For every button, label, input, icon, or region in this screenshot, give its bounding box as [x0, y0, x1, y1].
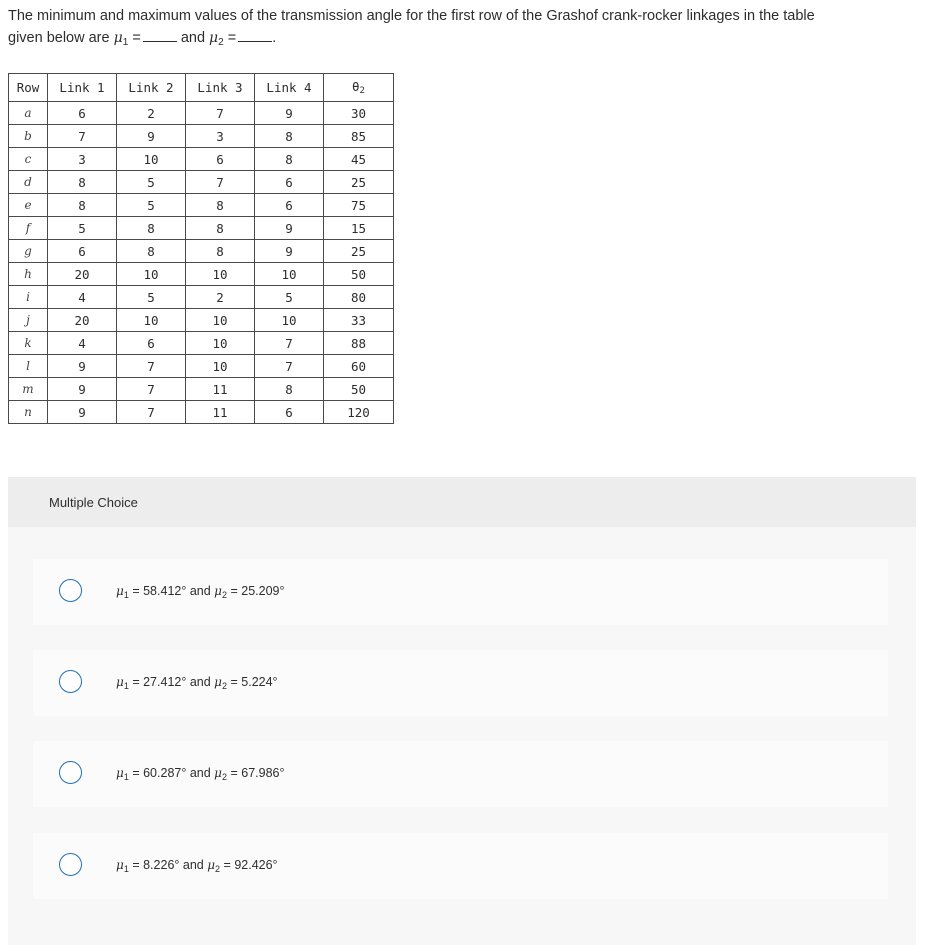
multiple-choice-panel	[8, 477, 916, 945]
row-label: a	[9, 102, 48, 125]
table-cell: 10	[186, 263, 255, 286]
table-cell: 8	[186, 240, 255, 263]
table-row	[9, 286, 394, 309]
row-label: k	[9, 332, 48, 355]
choice-option-text: $\mu_1 = 58.412^\circ$ and $\mu_2 = 25.209^\circ$	[116, 584, 285, 600]
table-row	[9, 125, 394, 148]
mu2-value: 67.986°	[241, 766, 285, 780]
table-cell: 10	[186, 355, 255, 378]
table-cell: 60	[324, 355, 394, 378]
table-cell: 10	[117, 309, 186, 332]
row-label: d	[9, 171, 48, 194]
end-period: .	[272, 30, 277, 46]
table-row	[9, 102, 394, 125]
table-cell: 9	[255, 217, 324, 240]
mu2-value: 25.209°	[241, 584, 285, 598]
table-row	[9, 240, 394, 263]
table-cell: 3	[186, 125, 255, 148]
table-row	[9, 148, 394, 171]
table-cell: 6	[255, 171, 324, 194]
table-cell: 9	[48, 401, 117, 424]
table-row	[9, 194, 394, 217]
row-label: j	[9, 309, 48, 332]
table-cell: 2	[186, 286, 255, 309]
table-cell: 10	[186, 309, 255, 332]
table-cell: 4	[48, 286, 117, 309]
radio-button[interactable]	[59, 579, 82, 602]
table-cell: 8	[186, 217, 255, 240]
table-cell: 10	[117, 263, 186, 286]
header-link-3: Link 3	[186, 74, 255, 102]
table-cell: 8	[117, 217, 186, 240]
radio-button[interactable]	[59, 853, 82, 876]
mu1-value: 27.412°	[143, 675, 187, 689]
table-cell: 7	[117, 355, 186, 378]
table-cell: 5	[117, 286, 186, 309]
table-cell: 15	[324, 217, 394, 240]
table-cell: 6	[117, 332, 186, 355]
mu2-value: 5.224°	[241, 675, 278, 689]
table-cell: 8	[255, 378, 324, 401]
question-line-2-start: given below are	[8, 30, 110, 46]
row-label: b	[9, 125, 48, 148]
table-cell: 2	[117, 102, 186, 125]
table-cell: 8	[117, 240, 186, 263]
mu1-value: 8.226°	[143, 858, 180, 872]
table-row	[9, 263, 394, 286]
mu1-value: 60.287°	[143, 766, 187, 780]
table-cell: 20	[48, 263, 117, 286]
table-row	[9, 401, 394, 424]
table-cell: 9	[255, 102, 324, 125]
table-row	[9, 332, 394, 355]
mu1-blank	[143, 29, 177, 42]
table-cell: 10	[117, 148, 186, 171]
table-cell: 50	[324, 263, 394, 286]
row-label: i	[9, 286, 48, 309]
mu1-value: 58.412°	[143, 584, 187, 598]
mu1-symbol: $\mu_1$	[113, 30, 129, 48]
table-cell: 8	[255, 148, 324, 171]
table-cell: 7	[117, 401, 186, 424]
table-cell: 10	[255, 263, 324, 286]
choice-option-text: $\mu_1 = 8.226^\circ$ and $\mu_2 = 92.426^\circ$	[116, 858, 278, 874]
choice-option-3[interactable]	[33, 741, 888, 807]
table-cell: 30	[324, 102, 394, 125]
equals-sign: =	[132, 30, 141, 46]
table-cell: 7	[117, 378, 186, 401]
choice-option-text: $\mu_1 = 60.287^\circ$ and $\mu_2 = 67.986^\circ$	[116, 766, 285, 782]
table-cell: 45	[324, 148, 394, 171]
table-cell: 80	[324, 286, 394, 309]
table-cell: 6	[48, 102, 117, 125]
question-line-2	[8, 27, 908, 54]
table-row	[9, 217, 394, 240]
row-label: e	[9, 194, 48, 217]
header-link-1: Link 1	[48, 74, 117, 102]
table-cell: 9	[117, 125, 186, 148]
equals-sign: =	[227, 30, 237, 46]
table-cell: 8	[255, 125, 324, 148]
table-cell: 25	[324, 171, 394, 194]
table-cell: 5	[48, 217, 117, 240]
table-cell: 7	[48, 125, 117, 148]
table-cell: 8	[48, 171, 117, 194]
table-cell: 20	[48, 309, 117, 332]
table-row	[9, 355, 394, 378]
radio-button[interactable]	[59, 761, 82, 784]
question-line-1: The minimum and maximum values of the transmission angle for the first row of the Grashof crank-rocker linkages in the table	[8, 8, 815, 24]
table-cell: 7	[186, 171, 255, 194]
table-cell: 120	[324, 401, 394, 424]
question-text	[8, 5, 908, 54]
table-cell: 7	[255, 355, 324, 378]
choice-option-4[interactable]	[33, 833, 888, 899]
radio-button[interactable]	[59, 670, 82, 693]
table-cell: 5	[117, 171, 186, 194]
table-cell: 9	[48, 378, 117, 401]
choice-option-2[interactable]	[33, 650, 888, 716]
row-label: h	[9, 263, 48, 286]
table-cell: 85	[324, 125, 394, 148]
choice-option-text: $\mu_1 = 27.412^\circ$ and $\mu_2 = 5.224^\circ$	[116, 675, 278, 691]
row-label: n	[9, 401, 48, 424]
table-cell: 88	[324, 332, 394, 355]
row-label: c	[9, 148, 48, 171]
row-label: l	[9, 355, 48, 378]
table-cell: 9	[255, 240, 324, 263]
table-cell: 25	[324, 240, 394, 263]
table-row	[9, 378, 394, 401]
header-theta-2: θ2	[324, 74, 394, 102]
table-cell: 7	[186, 102, 255, 125]
table-cell: 10	[255, 309, 324, 332]
row-label: f	[9, 217, 48, 240]
table-cell: 4	[48, 332, 117, 355]
table-cell: 9	[48, 355, 117, 378]
mu2-symbol: $\mu_2$	[209, 30, 224, 48]
table-cell: 5	[255, 286, 324, 309]
table-cell: 6	[255, 194, 324, 217]
table-cell: 75	[324, 194, 394, 217]
table-cell: 50	[324, 378, 394, 401]
table-cell: 3	[48, 148, 117, 171]
multiple-choice-header	[8, 477, 916, 527]
table-cell: 11	[186, 401, 255, 424]
choice-option-1[interactable]	[33, 559, 888, 625]
mu2-blank	[238, 29, 272, 42]
table-cell: 11	[186, 378, 255, 401]
header-row: Row	[9, 74, 48, 102]
table-row	[9, 309, 394, 332]
table-cell: 33	[324, 309, 394, 332]
table-cell: 6	[186, 148, 255, 171]
table-cell: 6	[48, 240, 117, 263]
table-cell: 6	[255, 401, 324, 424]
table-row	[9, 171, 394, 194]
header-link-4: Link 4	[255, 74, 324, 102]
header-link-2: Link 2	[117, 74, 186, 102]
linkage-table	[8, 73, 394, 424]
row-label: g	[9, 240, 48, 263]
table-cell: 8	[48, 194, 117, 217]
row-label: m	[9, 378, 48, 401]
multiple-choice-title: Multiple Choice	[49, 495, 138, 510]
table-cell: 5	[117, 194, 186, 217]
table-cell: 10	[186, 332, 255, 355]
table-cell: 7	[255, 332, 324, 355]
mu2-value: 92.426°	[234, 858, 278, 872]
table-header-row	[9, 74, 394, 102]
table-cell: 8	[186, 194, 255, 217]
and-text: and	[180, 30, 206, 46]
